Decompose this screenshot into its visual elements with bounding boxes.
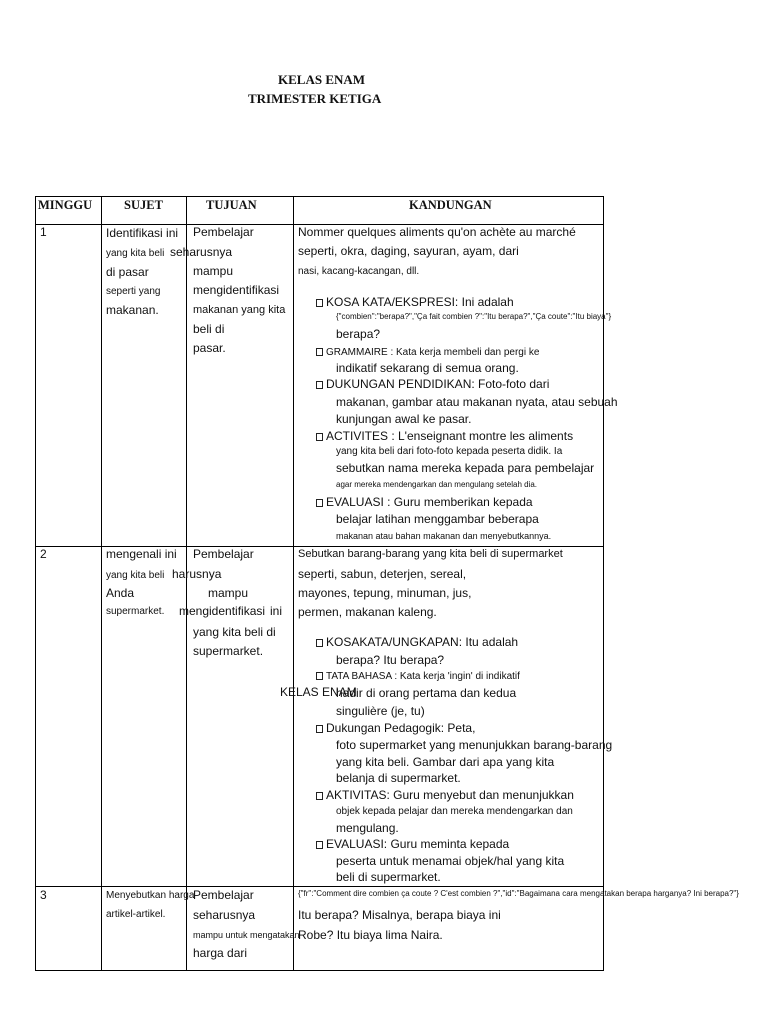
content-item-line: yang kita beli. Gambar dari apa yang kita <box>336 755 555 769</box>
header-kandungan: KANDUNGAN <box>409 198 492 212</box>
column-divider <box>293 196 294 971</box>
week-number: 3 <box>40 888 47 902</box>
tujuan-text: seharusnya <box>170 245 233 259</box>
table-border-top <box>35 196 603 197</box>
column-divider <box>101 196 102 971</box>
tujuan-text: mampu <box>208 586 249 600</box>
checkbox-icon <box>316 725 323 733</box>
checkbox-icon <box>316 299 323 307</box>
content-item-line: belajar latihan menggambar beberapa <box>336 512 539 526</box>
content-item-line: indikatif sekarang di semua orang. <box>336 361 519 375</box>
tujuan-text: harusnya <box>172 567 222 581</box>
table-border-left <box>35 196 36 971</box>
kandungan-intro: permen, makanan kaleng. <box>298 605 437 619</box>
tujuan-text: pasar. <box>193 341 226 355</box>
content-item-activities: AKTIVITAS: Guru menyebut dan menunjukkan <box>316 789 574 802</box>
tujuan-text: beli di <box>193 322 225 336</box>
checkbox-icon <box>316 499 323 507</box>
tujuan-text: makanan yang kita <box>193 304 286 316</box>
checkbox-icon <box>316 433 323 441</box>
checkbox-icon <box>316 672 323 680</box>
header-sujet: SUJET <box>124 198 163 212</box>
sujet-text: artikel-artikel. <box>106 909 166 920</box>
content-item-evaluation: EVALUASI: Guru meminta kepada <box>316 838 509 851</box>
tujuan-text: mampu <box>193 264 234 278</box>
header-tujuan: TUJUAN <box>206 198 257 212</box>
sujet-text: Menyebutkan harga <box>106 890 195 901</box>
content-item-vocabulary: KOSAKATA/UNGKAPAN: Itu adalah <box>316 636 518 649</box>
tujuan-text: yang kita beli di <box>193 625 276 639</box>
tujuan-text: harga dari <box>193 946 248 960</box>
content-item-evaluation: EVALUASI : Guru memberikan kepada <box>316 496 533 509</box>
checkbox-icon <box>316 348 323 356</box>
content-item-line: mengulang. <box>336 821 399 835</box>
checkbox-icon <box>316 639 323 647</box>
content-item-line: {"combien":"berapa?","Ça fait combien ?":"Itu berapa?","Ça coute":"Itu biaya"} <box>336 312 612 321</box>
content-item-grammar: TATA BAHASA : Kata kerja 'ingin' di indikatif <box>316 671 520 682</box>
content-item-line: kunjungan awal ke pasar. <box>336 412 472 426</box>
kandungan-intro: Itu berapa? Misalnya, berapa biaya ini <box>298 908 501 922</box>
tujuan-text: supermarket. <box>193 644 264 658</box>
sujet-text: supermarket. <box>106 606 165 617</box>
kandungan-intro: Nommer quelques aliments qu'on achète au marché <box>298 225 576 239</box>
header-minggu: MINGGU <box>38 198 93 212</box>
content-item-line: singulière (je, tu) <box>336 704 425 718</box>
sujet-text: mengenali ini <box>106 547 177 561</box>
content-item-grammar: GRAMMAIRE : Kata kerja membeli dan pergi ke <box>316 347 539 358</box>
column-divider <box>186 196 187 971</box>
table-border-bottom <box>35 970 603 971</box>
tujuan-text: seharusnya <box>193 908 256 922</box>
page-subtitle: TRIMESTER KETIGA <box>248 91 382 106</box>
sujet-text: yang kita beli <box>106 570 165 581</box>
sujet-text: di pasar <box>106 265 149 279</box>
checkbox-icon <box>316 792 323 800</box>
kandungan-intro: Robe? Itu biaya lima Naira. <box>298 928 443 942</box>
content-item-activities: ACTIVITES : L'enseignant montre les aliments <box>316 430 573 443</box>
kandungan-intro: Sebutkan barang-barang yang kita beli di supermarket <box>298 548 563 560</box>
tujuan-text: mampu untuk mengatakan <box>193 930 300 940</box>
content-item-line: peserta untuk menamai objek/hal yang kita <box>336 854 565 868</box>
content-item-line: objek kepada pelajar dan mereka mendengarkan dan <box>336 806 573 817</box>
sujet-text: Anda <box>106 586 135 600</box>
overlay-text: KELAS ENAM <box>280 685 357 699</box>
content-item-line: berapa? <box>336 327 381 341</box>
kandungan-intro: mayones, tepung, minuman, jus, <box>298 586 472 600</box>
checkbox-icon <box>316 841 323 849</box>
content-item-support: Dukungan Pedagogik: Peta, <box>316 722 475 735</box>
content-item-line: makanan atau bahan makanan dan menyebutkannya. <box>336 531 552 541</box>
content-item-line: yang kita beli dari foto-foto kepada peserta didik. Ia <box>336 446 563 457</box>
kandungan-intro: nasi, kacang-kacangan, dll. <box>298 266 420 277</box>
kandungan-intro: seperti, sabun, deterjen, sereal, <box>298 567 467 581</box>
sujet-text: Identifikasi ini <box>106 226 179 240</box>
tujuan-text: Pembelajar <box>193 225 254 239</box>
content-item-line: beli di supermarket. <box>336 870 441 884</box>
content-item-line: sebutkan nama mereka kepada para pembelajar <box>336 461 595 475</box>
tujuan-text: mengidentifikasi <box>193 283 280 297</box>
content-item-line: foto supermarket yang menunjukkan barang-barang <box>336 738 613 752</box>
week-number: 2 <box>40 547 47 561</box>
content-item-line: agar mereka mendengarkan dan mengulang setelah dia. <box>336 480 538 489</box>
week-number: 1 <box>40 225 47 239</box>
row-divider <box>35 886 603 887</box>
tujuan-text: Pembelajar <box>193 888 254 902</box>
content-item-vocabulary: KOSA KATA/EKSPRESI: Ini adalah <box>316 296 514 309</box>
checkbox-icon <box>316 381 323 389</box>
content-item-line: hadir di orang pertama dan kedua <box>336 686 517 700</box>
kandungan-intro: seperti, okra, daging, sayuran, ayam, dari <box>298 244 519 258</box>
content-item-line: makanan, gambar atau makanan nyata, atau sebuah <box>336 395 618 409</box>
content-item-support: DUKUNGAN PENDIDIKAN: Foto-foto dari <box>316 378 549 391</box>
kandungan-intro: {"fr":"Comment dire combien ça coute ? C'est combien ?","id":"Bagaimana cara mengatakan berapa harganya? Ini berapa?"} <box>298 889 739 898</box>
content-item-line: berapa? Itu berapa? <box>336 653 445 667</box>
sujet-text: yang kita beli <box>106 248 165 259</box>
tujuan-text: mengidentifikasi <box>179 604 266 618</box>
tujuan-text: ini <box>270 604 283 618</box>
page-title: KELAS ENAM <box>278 72 366 87</box>
tujuan-text: Pembelajar <box>193 547 254 561</box>
content-item-line: belanja di supermarket. <box>336 771 461 785</box>
sujet-text: seperti yang <box>106 286 161 297</box>
sujet-text: makanan. <box>106 303 159 317</box>
